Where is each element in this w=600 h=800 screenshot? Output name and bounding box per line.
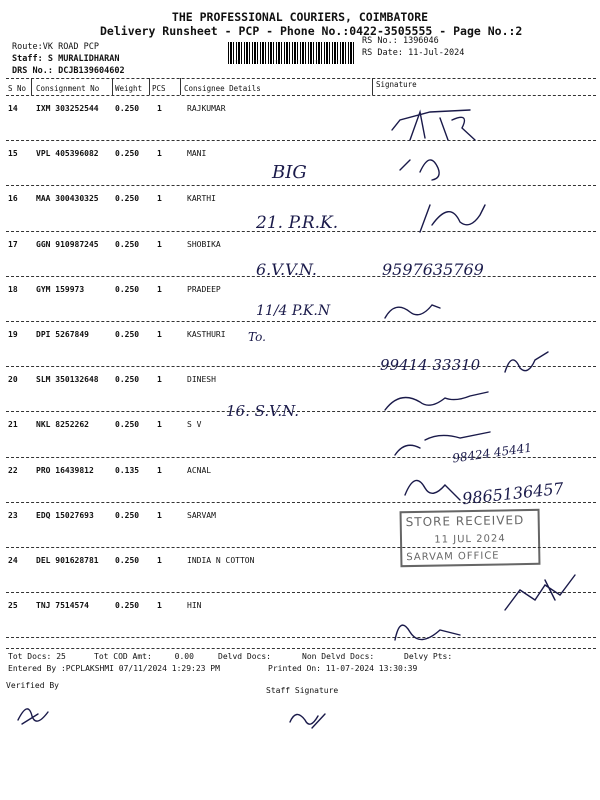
row-sno: 21 bbox=[8, 420, 18, 430]
row-weight: 0.250 bbox=[115, 104, 140, 113]
row-sno: 16 bbox=[8, 194, 18, 204]
row-pcs: 1 bbox=[157, 420, 162, 430]
tot-docs-value: 25 bbox=[56, 652, 66, 661]
handwriting-row-17-address: 6.V.V.N. bbox=[256, 260, 318, 279]
row-pcs: 1 bbox=[157, 601, 162, 611]
row-consignee: KARTHI bbox=[187, 194, 216, 204]
row-sno: 22 bbox=[8, 465, 18, 475]
signature-row-19 bbox=[505, 352, 548, 372]
row-weight: 0.250 bbox=[115, 556, 140, 565]
row-sno: 18 bbox=[8, 284, 18, 294]
row-consignment-no: SLM 350132648 bbox=[36, 375, 99, 385]
received-stamp bbox=[400, 509, 541, 567]
signature-row-15 bbox=[400, 160, 439, 180]
staff-signature-label: Staff Signature bbox=[266, 686, 339, 695]
row-consignee: MANI bbox=[187, 149, 207, 159]
company-title: THE PROFESSIONAL COURIERS, COIMBATORE bbox=[171, 10, 429, 24]
row-sno: 23 bbox=[8, 510, 18, 520]
drs-label: DRS No.: bbox=[12, 66, 53, 76]
row-sno: 20 bbox=[8, 375, 18, 385]
row-sno: 15 bbox=[8, 149, 18, 159]
signature-row-18 bbox=[385, 305, 440, 318]
row-consignment-no: GYM 159973 bbox=[36, 284, 85, 294]
handwriting-row-16: 21. P.R.K. bbox=[256, 213, 339, 233]
row-pcs: 1 bbox=[157, 194, 162, 204]
stamp-line-3: SARVAM OFFICE bbox=[406, 550, 500, 564]
row-sno: 14 bbox=[8, 104, 18, 113]
row-weight: 0.250 bbox=[115, 194, 140, 204]
signature-row-25 bbox=[395, 625, 460, 640]
row-consignment-no: NKL 8252262 bbox=[36, 420, 89, 430]
row-sno: 24 bbox=[8, 556, 18, 565]
row-pcs: 1 bbox=[157, 465, 162, 475]
row-weight: 0.250 bbox=[115, 375, 140, 385]
staff-label: Staff: bbox=[12, 54, 43, 64]
drs-value: DCJB139604602 bbox=[58, 66, 125, 76]
handwriting-row-20: 16. S.V.N. bbox=[226, 402, 300, 420]
tot-docs bbox=[8, 652, 66, 661]
col-weight: Weight bbox=[115, 84, 143, 93]
row-consignee: KASTHURI bbox=[187, 330, 226, 339]
handwriting-row-15: BIG bbox=[272, 162, 307, 183]
row-pcs: 1 bbox=[157, 330, 162, 339]
row-weight: 0.250 bbox=[115, 510, 140, 520]
tot-docs-label: Tot Docs: bbox=[8, 652, 52, 661]
footer-rule bbox=[6, 648, 596, 649]
signature-row-20 bbox=[385, 392, 488, 410]
row-pcs: 1 bbox=[157, 556, 162, 565]
row-consignment-no: PRO 16439812 bbox=[36, 465, 94, 475]
row-consignment-no: VPL 405396082 bbox=[36, 149, 99, 159]
row-consignment-no: EDQ 15027693 bbox=[36, 510, 94, 520]
row-consignee: SHOBIKA bbox=[187, 239, 221, 249]
handwriting-row-19-note: To. bbox=[248, 330, 266, 344]
delvy-pts-label: Delvy Pts: bbox=[404, 652, 453, 661]
stamp-line-1: STORE RECEIVED bbox=[405, 513, 525, 530]
runsheet-subtitle: Delivery Runsheet - PCP - Phone No.:0422-3505555 - Page No.:2 bbox=[100, 24, 523, 38]
row-consignee: HIN bbox=[187, 601, 202, 611]
rs-date-value: 11-Jul-2024 bbox=[408, 48, 465, 58]
route-value: VK ROAD PCP bbox=[42, 42, 100, 52]
printed-on: Printed On: 11-07-2024 13:30:39 bbox=[268, 664, 418, 673]
tot-cod-value: 0.00 bbox=[174, 652, 194, 661]
non-delvd-docs-label: Non Delvd Docs: bbox=[302, 652, 375, 661]
rs-date-label: RS Date: bbox=[362, 48, 403, 58]
staff-signature-mark bbox=[290, 714, 325, 728]
row-consignment-no: TNJ 7514574 bbox=[36, 601, 89, 611]
handwriting-row-19-phone: 99414 33310 bbox=[380, 356, 481, 374]
row-weight: 0.250 bbox=[115, 149, 140, 159]
handwriting-row-22-phone: 9865136457 bbox=[461, 478, 565, 509]
row-consignee: INDIA N COTTON bbox=[187, 556, 255, 565]
staff-value: S MURALIDHARAN bbox=[47, 54, 120, 64]
row-sno: 19 bbox=[8, 330, 18, 339]
signature-row-16 bbox=[420, 205, 485, 232]
row-consignee: S V bbox=[187, 420, 202, 430]
row-consignment-no: IXM 303252544 bbox=[36, 104, 99, 113]
row-pcs: 1 bbox=[157, 239, 162, 249]
col-pcs: PCS bbox=[152, 84, 166, 93]
row-weight: 0.250 bbox=[115, 330, 140, 339]
signature-row-24 bbox=[505, 575, 575, 610]
row-pcs: 1 bbox=[157, 375, 162, 385]
entered-by: Entered By :PCPLAKSHMI 07/11/2024 1:29:23 PM bbox=[8, 664, 220, 673]
row-weight: 0.250 bbox=[115, 420, 140, 430]
row-weight: 0.250 bbox=[115, 601, 140, 611]
signature-row-22 bbox=[405, 480, 460, 500]
row-consignment-no: GGN 910987245 bbox=[36, 239, 99, 249]
row-sno: 17 bbox=[8, 239, 18, 249]
signature-row-14 bbox=[392, 110, 475, 140]
col-consignment: Consignment No bbox=[36, 84, 100, 93]
row-consignment-no: DEL 901628781 bbox=[36, 556, 99, 565]
delvd-docs-label: Delvd Docs: bbox=[218, 652, 271, 661]
verified-by-signature bbox=[18, 709, 48, 724]
col-signature: Signature bbox=[376, 80, 417, 89]
row-pcs: 1 bbox=[157, 510, 162, 520]
row-consignee: SARVAM bbox=[187, 510, 216, 520]
tot-cod-label: Tot COD Amt: bbox=[94, 652, 152, 661]
row-consignment-no: DPI 5267849 bbox=[36, 330, 89, 339]
row-weight: 0.250 bbox=[115, 284, 140, 294]
rs-no-value: 1396046 bbox=[402, 36, 439, 46]
row-weight: 0.135 bbox=[115, 465, 140, 475]
row-consignment-no: MAA 300430325 bbox=[36, 194, 99, 204]
row-consignee: PRADEEP bbox=[187, 284, 221, 294]
row-sno: 25 bbox=[8, 601, 18, 611]
tot-cod bbox=[94, 652, 194, 661]
row-weight: 0.250 bbox=[115, 239, 140, 249]
col-consignee: Consignee Details bbox=[184, 84, 261, 93]
row-consignee: RAJKUMAR bbox=[187, 104, 226, 113]
row-pcs: 1 bbox=[157, 104, 162, 113]
row-consignee: ACNAL bbox=[187, 465, 212, 475]
verified-by-label: Verified By bbox=[6, 681, 59, 690]
col-sno: S No bbox=[8, 84, 27, 93]
row-consignee: DINESH bbox=[187, 375, 216, 385]
row-pcs: 1 bbox=[157, 284, 162, 294]
handwriting-row-18: 11/4 P.K.N bbox=[256, 303, 331, 319]
rs-no-label: RS No.: bbox=[362, 36, 398, 46]
row-pcs: 1 bbox=[157, 149, 162, 159]
stamp-line-2: 11 JUL 2024 bbox=[434, 533, 506, 546]
route-label: Route: bbox=[12, 42, 43, 52]
handwriting-row-17-phone: 9597635769 bbox=[382, 260, 484, 279]
handwriting-row-21-phone: 98424 45441 bbox=[451, 440, 533, 466]
